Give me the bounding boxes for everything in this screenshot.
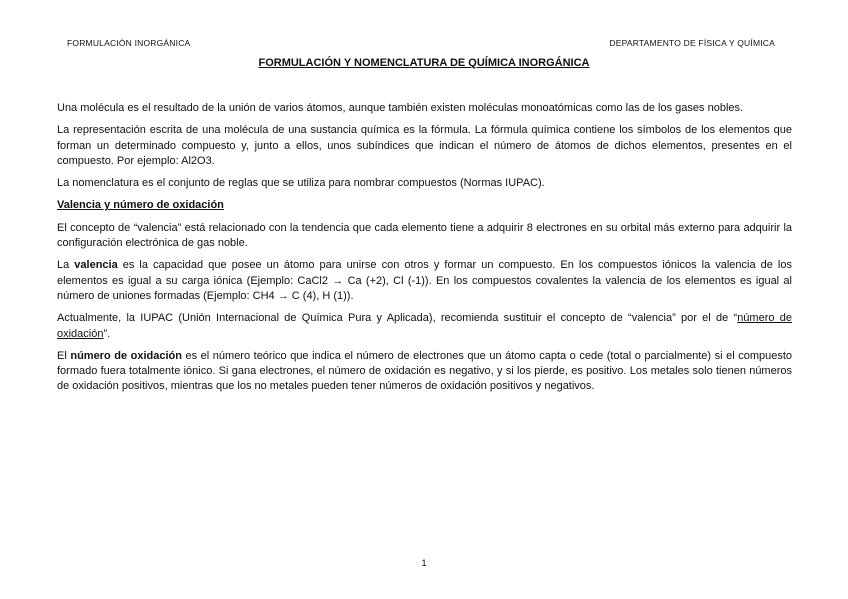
section-paragraph-4 bbox=[57, 349, 792, 395]
section-paragraph-2-text: es la capacidad que posee un átomo para unirse con otros y formar un compuesto. En los compuestos iónicos la valencia de los elementos es igual a su carga iónica (Ejemplo: CaCl2 → Ca (+2), Cl (-1)). En los compuestos covalentes la valencia de los elementos es igual al número de uniones formadas (Ejemplo: CH4 → C (4), H (1)). bbox=[57, 259, 792, 302]
page-number: 1 bbox=[421, 558, 427, 569]
section-paragraph-3-end: ”. bbox=[103, 327, 111, 340]
section-paragraph-3-text: Actualmente, la IUPAC (Unión Internacional de Química Pura y Aplicada), recomienda sustituir el concepto de “valencia” por el de “ bbox=[57, 312, 738, 325]
intro-paragraph-2 bbox=[57, 123, 792, 169]
valencia-term: valencia bbox=[74, 259, 118, 272]
document-title: FORMULACIÓN Y NOMENCLATURA DE QUÍMICA INORGÁNICA bbox=[258, 57, 590, 69]
section-paragraph-2 bbox=[57, 258, 792, 304]
section-paragraph-2-pre: La bbox=[57, 259, 75, 272]
section-paragraph-4-text: es el número teórico que indica el número de electrones que un átomo capta o cede (total o parcialmente) si el compuesto formado fuera totalmente iónico. Si gana electrones, el número de oxidación es negativo, y si los pierde, es positivo. Los metales solo tienen números de oxidación positivos, mientras que los no metales pueden tener números de oxidación positivos y negativos. bbox=[57, 349, 793, 393]
header-right: DEPARTAMENTO DE FÍSICA Y QUÍMICA bbox=[609, 38, 775, 48]
oxidation-number-bold: número de oxidación bbox=[70, 349, 182, 362]
section-paragraph-3 bbox=[57, 311, 792, 342]
intro-paragraph-1: Una molécula es el resultado de la unión de varios átomos, aunque también existen moléculas monoatómicas como las de los gases nobles. bbox=[57, 102, 744, 114]
section-paragraph-1: El concepto de “valencia” está relacionado con la tendencia que cada elemento tiene a adquirir 8 electrones en su orbital más externo para adquirir la configuración electrónica de gas noble. bbox=[57, 221, 792, 250]
oxidation-number-term: número de oxidación bbox=[57, 312, 792, 340]
intro-paragraph-3: La nomenclatura es el conjunto de reglas que se utiliza para nombrar compuestos (Normas IUPAC). bbox=[57, 177, 545, 190]
header-left: FORMULACIÓN INORGÁNICA bbox=[67, 38, 191, 48]
section-heading: Valencia y número de oxidación bbox=[57, 199, 224, 212]
intro-paragraph-2-text: La representación escrita de una molécula de una sustancia química es la fórmula. La fórmula química contiene los símbolos de los elementos que forman un determinado compuesto y, junto a ellos, unos subíndices que indican el número de átomos de dichos elementos, presentes en el compuesto. Por ejemplo: bbox=[57, 124, 792, 167]
formula-example: Al2O3. bbox=[181, 154, 215, 167]
section-paragraph-4-pre: El bbox=[57, 349, 71, 362]
document-body bbox=[57, 101, 792, 402]
